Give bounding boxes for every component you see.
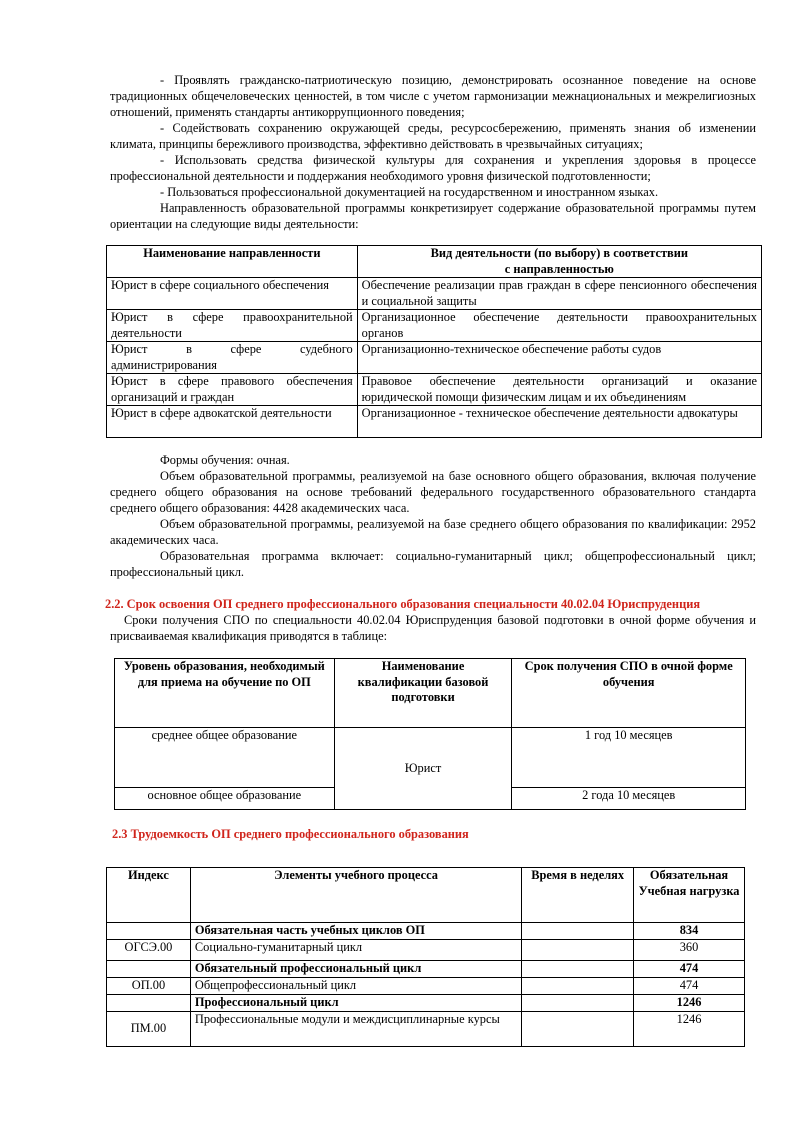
paragraph: - Содействовать сохранению окружающей среды, ресурсосбережению, применять знания об изменении климата, принципы бережливого производства, эффективно действовать в чрезвычайных ситуациях;	[110, 121, 756, 151]
direction-activity: Организационное обеспечение деятельности правоохранительных органов	[357, 310, 761, 342]
table-row	[107, 978, 745, 995]
header-index: Индекс	[107, 868, 191, 923]
row-element: Социально-гуманитарный цикл	[190, 940, 521, 961]
paragraph: - Использовать средства физической культуры для сохранения и укрепления здоровья в процессе профессиональной деятельности и поддержания необходимого уровня физической подготовленности;	[110, 153, 756, 183]
labor-table	[106, 867, 745, 1047]
document-page	[105, 72, 757, 1047]
row-load: 1246	[634, 1012, 745, 1047]
row-weeks	[522, 978, 634, 995]
paragraph: - Проявлять гражданско-патриотическую позицию, демонстрировать осознанное поведение на основе традиционных общечеловеческих ценностей, в том числе с учетом гармонизации межнациональных и межрелигиозных отношений, применять стандарты антикоррупционного поведения;	[110, 73, 756, 119]
row-load: 834	[634, 923, 745, 940]
education-level: среднее общее образование	[115, 728, 335, 788]
row-weeks	[522, 961, 634, 978]
row-element: Профессиональные модули и междисциплинарные курсы	[190, 1012, 521, 1047]
table-row	[107, 278, 762, 310]
direction-name: Юрист в сфере правоохранительной деятельности	[107, 310, 358, 342]
row-weeks	[522, 940, 634, 961]
row-load: 360	[634, 940, 745, 961]
table-header-row	[115, 659, 746, 728]
paragraph: Направленность образовательной программы конкретизирует содержание образовательной программы путем ориентации на следующие виды деятельности:	[110, 201, 756, 231]
paragraph: - Пользоваться профессиональной документацией на государственном и иностранном языках.	[160, 185, 659, 199]
row-load: 474	[634, 978, 745, 995]
row-index	[107, 923, 191, 940]
header-qualification: Наименование квалификации базовой подготовки	[334, 659, 512, 728]
row-element: Общепрофессиональный цикл	[190, 978, 521, 995]
row-weeks	[522, 923, 634, 940]
section-2-2	[105, 596, 756, 644]
direction-table	[106, 245, 762, 438]
header-activity-line1: Вид деятельности (по выбору) в соответствии	[430, 246, 689, 260]
table-row	[107, 923, 745, 940]
intro-section	[110, 72, 756, 232]
header-load: Обязательная Учебная нагрузка	[634, 868, 745, 923]
row-element: Обязательная часть учебных циклов ОП	[190, 923, 521, 940]
paragraph: Сроки получения СПО по специальности 40.02.04 Юриспруденция базовой подготовки в очной форме обучения и присваиваемая квалификация приводятся в таблице:	[110, 613, 756, 643]
table-row	[107, 995, 745, 1012]
table-row	[115, 728, 746, 788]
table-header-row	[107, 868, 745, 923]
paragraph: Образовательная программа включает: социально-гуманитарный цикл; общепрофессиональный цикл; профессиональный цикл.	[110, 549, 756, 579]
direction-activity: Организационно-техническое обеспечение работы судов	[357, 342, 761, 374]
direction-name: Юрист в сфере социального обеспечения	[107, 278, 358, 310]
section-heading: 2.3 Трудоемкость ОП среднего профессионального образования	[112, 827, 469, 841]
row-load: 1246	[634, 995, 745, 1012]
paragraph: Формы обучения: очная.	[160, 453, 290, 467]
table-row	[107, 310, 762, 342]
row-element: Профессиональный цикл	[190, 995, 521, 1012]
section-2-3	[110, 826, 756, 842]
table-header-row	[107, 246, 762, 278]
header-education-level: Уровень образования, необходимый для приема на обучение по ОП	[115, 659, 335, 728]
header-weeks: Время в неделях	[522, 868, 634, 923]
direction-name: Юрист в сфере адвокатской деятельности	[107, 406, 358, 438]
header-elements: Элементы учебного процесса	[190, 868, 521, 923]
study-info-section	[110, 452, 756, 580]
study-term: 2 года 10 месяцев	[512, 788, 746, 810]
header-direction-name: Наименование направленности	[107, 246, 358, 278]
row-index	[107, 961, 191, 978]
qualification-cell: Юрист	[334, 728, 512, 810]
row-load: 474	[634, 961, 745, 978]
section-heading: 2.2. Срок освоения ОП среднего профессионального образования специальности 40.02.04 Юриспруденция	[105, 597, 701, 611]
direction-activity: Правовое обеспечение деятельности организаций и оказание юридической помощи физическим лицам и их объединениям	[357, 374, 761, 406]
table-row	[107, 961, 745, 978]
term-table	[114, 658, 746, 810]
row-index: ОГСЭ.00	[107, 940, 191, 961]
header-term: Срок получения СПО в очной форме обучения	[512, 659, 746, 728]
study-term: 1 год 10 месяцев	[512, 728, 746, 788]
paragraph: Объем образовательной программы, реализуемой на базе среднего общего образования по квалификации: 2952 академических часа.	[110, 517, 756, 547]
table-row	[107, 342, 762, 374]
direction-activity: Обеспечение реализации прав граждан в сфере пенсионного обеспечения и социальной защиты	[357, 278, 761, 310]
direction-name: Юрист в сфере судебного администрирования	[107, 342, 358, 374]
row-index: ОП.00	[107, 978, 191, 995]
table-row	[107, 1012, 745, 1047]
row-weeks	[522, 995, 634, 1012]
direction-name: Юрист в сфере правового обеспечения организаций и граждан	[107, 374, 358, 406]
row-element: Обязательный профессиональный цикл	[190, 961, 521, 978]
row-index	[107, 995, 191, 1012]
education-level: основное общее образование	[115, 788, 335, 810]
row-index: ПМ.00	[107, 1012, 191, 1047]
direction-activity: Организационное - техническое обеспечение деятельности адвокатуры	[357, 406, 761, 438]
table-row	[107, 374, 762, 406]
paragraph: Объем образовательной программы, реализуемой на базе основного общего образования, включая получение среднего общего образования на основе требований федерального государственного образовательного стандарта среднего общего образования: 4428 академических часа.	[110, 469, 756, 515]
header-activity	[357, 246, 761, 278]
header-activity-line2: с направленностью	[504, 261, 614, 276]
table-row	[107, 940, 745, 961]
table-row	[107, 406, 762, 438]
row-weeks	[522, 1012, 634, 1047]
